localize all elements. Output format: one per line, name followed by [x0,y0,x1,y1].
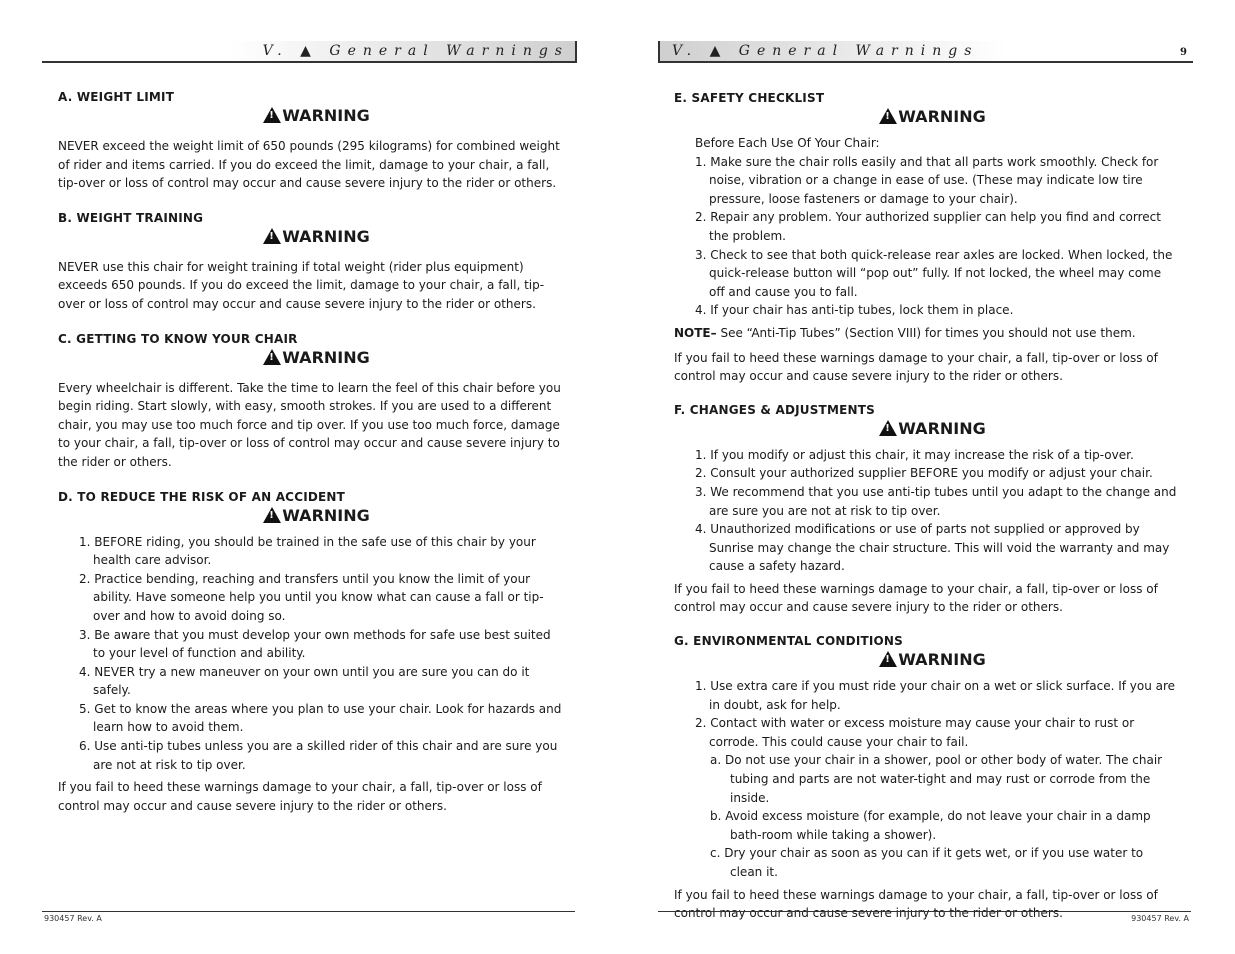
note-text: See “Anti-Tip Tubes” (Section VIII) for times you should not use them. [716,325,1136,340]
section-heading: C. GETTING TO KNOW YOUR CHAIR [58,331,298,346]
list-item: 2. Practice bending, reaching and transfers until you know the limit of your ability. Have someone help you until you know what can cause a fall or tip-over and how to avoid doing so. [79,571,544,623]
left-page-content [58,88,563,830]
numbered-list [695,677,1179,751]
list-item: 1. Use extra care if you must ride your chair on a wet or slick surface. If you are in doubt, ask for help. [695,679,1176,712]
list-item: 3. We recommend that you use anti-tip tubes until you adapt to the change and are sure you are not at risk to tip over. [695,484,1177,518]
warning-icon [263,349,281,365]
section-heading: D. TO REDUCE THE RISK OF AN ACCIDENT [58,489,346,504]
intro-text: Before Each Use Of Your Chair: [695,136,880,150]
closing-text: If you fail to heed these warnings damage to your chair, a fall, tip-over or loss of control may occur and cause severe injury to the rider or others. [674,350,1158,384]
section-safety-checklist [674,89,1179,386]
right-page [658,0,1193,954]
list-item: 6. Use anti-tip tubes unless you are a skilled rider of this chair and are sure you are not at risk to tip over. [79,739,558,772]
section-heading: E. SAFETY CHECKLIST [674,91,825,105]
list-item: 3. Be aware that you must develop your own methods for safe use best suited to your level of function and ability. [79,627,551,661]
list-item: 1. Make sure the chair rolls easily and that all parts work smoothly. Check for noise, vibration or a change in ease of use. (These may indicate low tire pressure, loose fasteners or damage to your chair). [695,154,1159,206]
section-heading: G. ENVIRONMENTAL CONDITIONS [674,634,904,649]
list-item: c. Dry your chair as soon as you can if it gets wet, or if you use water to clean it. [710,846,1144,879]
section-weight-training [58,209,563,314]
section-body: NEVER use this chair for weight training if total weight (rider plus equipment) exceeds 650 pounds. If you do exceed the limit, damage to your chair, a fall, tip-over or loss of control may occur and cause severe injury to the rider or others. [58,259,545,311]
footer-text: 930457 Rev. A [1131,914,1189,923]
warning-icon [263,107,281,123]
list-item: 4. Unauthorized modifications or use of parts not supplied or approved by Sunrise may change the chair structure. This will void the warranty and may cause a safety hazard. [695,522,1170,574]
lettered-list [695,751,1179,881]
section-heading: B. WEIGHT TRAINING [58,210,204,225]
list-item: 2. Contact with water or excess moisture may cause your chair to rust or corrode. This could cause your chair to fail. [695,716,1135,749]
page-header-bar [42,41,577,63]
section-environmental [674,632,1179,923]
page-header-title: V. ▲ General Warnings [262,43,569,59]
section-getting-to-know [58,330,563,472]
note [674,324,1179,343]
section-weight-limit [58,88,563,193]
list-item: 4. If your chair has anti-tip tubes, lock them in place. [695,303,1014,318]
numbered-list [695,153,1179,320]
warning-label: !WARNING [70,347,563,369]
section-changes-adjustments [674,401,1179,617]
page-header-title: V. ▲ General Warnings [672,43,979,59]
page-number: 9 [1180,47,1187,58]
warning-icon [263,228,281,244]
footer-rule [42,911,575,912]
warning-icon [879,108,897,124]
closing-text: If you fail to heed these warnings damage to your chair, a fall, tip-over or loss of control may occur and cause severe injury to the rider or others. [58,780,542,813]
list-item: 1. BEFORE riding, you should be trained in the safe use of this chair by your health care advisor. [79,534,536,568]
left-page [42,0,577,954]
list-item: 2. Consult your authorized supplier BEFORE you modify or adjust your chair. [695,466,1153,481]
page-header-bar [658,41,1193,63]
warning-icon [879,420,897,436]
section-body: NEVER exceed the weight limit of 650 pounds (295 kilograms) for combined weight of rider and items carried. If you do exceed the limit, damage to your chair, a fall, tip-over or loss of control may occur and cause severe injury to the rider or others. [58,139,560,191]
warning-label: !WARNING [686,418,1179,440]
list-item: 2. Repair any problem. Your authorized supplier can help you find and correct the problem. [695,210,1161,243]
section-heading: A. WEIGHT LIMIT [58,90,175,104]
warning-label: !WARNING [70,505,563,527]
footer-text: 930457 Rev. A [44,914,102,923]
section-reduce-risk [58,488,563,816]
section-heading: F. CHANGES & ADJUSTMENTS [674,402,875,417]
list-item: b. Avoid excess moisture (for example, do not leave your chair in a damp bath-room while taking a shower). [710,809,1151,842]
section-body: Every wheelchair is different. Take the time to learn the feel of this chair before you begin riding. Start slowly, with easy, smooth strokes. If you are used to a different chair, you may use too much force and tip over. If you use too much force, damage to your chair, a fall, tip-over or loss of control may occur and cause severe injury to the rider or others. [58,380,561,469]
warning-label: !WARNING [686,106,1179,128]
note-label: NOTE– [674,325,717,340]
numbered-list [79,533,563,775]
closing-text: If you fail to heed these warnings damage to your chair, a fall, tip-over or loss of control may occur and cause severe injury to the rider or others. [674,581,1158,615]
warning-label: !WARNING [70,105,563,127]
warning-icon [879,651,897,667]
list-item: 5. Get to know the areas where you plan to use your chair. Look for hazards and learn how to avoid them. [79,701,562,735]
list-item: 1. If you modify or adjust this chair, it may increase the risk of a tip-over. [695,447,1134,462]
numbered-list [695,446,1179,576]
warning-icon [263,507,281,523]
list-item: 3. Check to see that both quick-release rear axles are locked. When locked, the quick-release button will “pop out” fully. If not locked, the wheel may come off and cause you to fall. [695,247,1173,299]
closing-text: If you fail to heed these warnings damage to your chair, a fall, tip-over or loss of control may occur and cause severe injury to the rider or others. [674,887,1158,921]
warning-label: !WARNING [686,649,1179,671]
list-item: 4. NEVER try a new maneuver on your own until you are sure you can do it safely. [79,664,530,698]
list-item: a. Do not use your chair in a shower, pool or other body of water. The chair tubing and parts are not water-tight and may rust or corrode from the inside. [710,753,1163,805]
right-page-content [674,89,1179,938]
warning-label: !WARNING [70,226,563,248]
footer-rule [658,911,1191,912]
